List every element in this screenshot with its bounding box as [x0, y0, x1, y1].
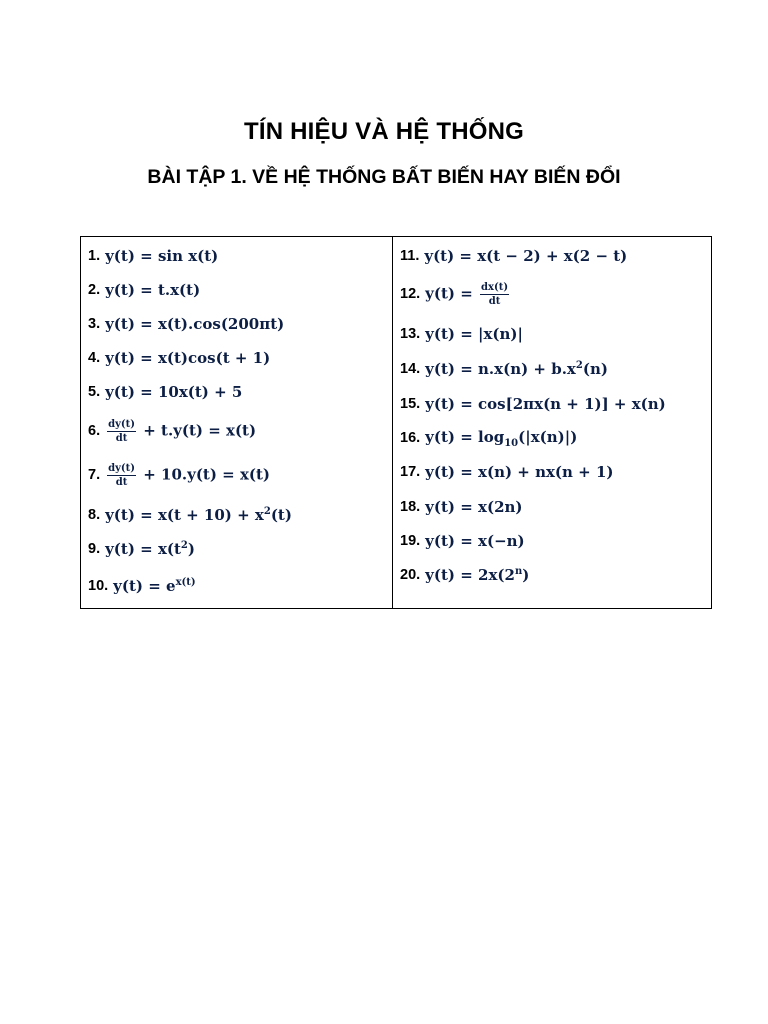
formula-tail: (n) — [582, 360, 608, 378]
derivative-fraction — [107, 463, 136, 488]
exercise-formula: y(t) = x(−n) — [425, 532, 525, 550]
exercise-number: 12. — [400, 286, 421, 302]
exercise-number: 9. — [88, 541, 101, 557]
exercise-number: 17. — [400, 464, 421, 480]
formula-rest: + 10.y(t) = x(t) — [143, 465, 271, 483]
exercise-7 — [88, 461, 270, 489]
exercise-number: 16. — [400, 430, 421, 446]
exercise-14 — [400, 355, 608, 383]
derivative-fraction — [480, 282, 509, 307]
formula-main: y(t) = — [425, 284, 473, 302]
exercise-5 — [88, 378, 242, 406]
formula-tail: (t) — [270, 506, 292, 524]
exercise-number: 13. — [400, 326, 421, 342]
exercise-formula: y(t) = x(t)cos(t + 1) — [105, 349, 271, 367]
formula-tail: (|x(n)|) — [518, 427, 578, 446]
exercise-number: 7. — [88, 467, 101, 483]
exercise-number: 20. — [400, 567, 421, 583]
formula-superscript: 2 — [575, 360, 583, 371]
exercise-number: 15. — [400, 396, 421, 412]
formula-main: y(t) = log — [425, 427, 505, 446]
exercise-formula: y(t) = sin x(t) — [105, 247, 219, 265]
exercise-number: 3. — [88, 316, 101, 332]
fraction-denominator: dt — [115, 432, 128, 444]
exercise-subtitle: BÀI TẬP 1. VỀ HỆ THỐNG BẤT BIẾN HAY BIẾN ĐỔI — [147, 166, 621, 188]
exercise-number: 11. — [400, 248, 420, 264]
exercise-formula: y(t) = t.x(t) — [105, 281, 201, 299]
fraction-denominator: dt — [115, 476, 128, 488]
exercise-9 — [88, 535, 195, 563]
formula-main: y(t) = x(t — [105, 540, 181, 558]
exercise-table — [80, 236, 712, 609]
exercise-4 — [88, 344, 270, 372]
exercise-formula — [105, 463, 270, 488]
exercise-number: 10. — [88, 578, 109, 594]
exercise-18 — [400, 493, 523, 521]
formula-superscript: n — [514, 566, 523, 577]
exercise-formula: y(t) = x(t − 2) + x(2 − t) — [424, 247, 628, 265]
exercise-1 — [88, 242, 218, 270]
fraction-denominator: dt — [488, 295, 501, 307]
derivative-fraction — [107, 419, 136, 444]
exercise-13 — [400, 320, 523, 348]
exercise-formula: y(t) = x(t).cos(200πt) — [105, 315, 285, 333]
formula-tail: ) — [522, 566, 530, 584]
formula-superscript: 2 — [180, 540, 188, 551]
exercise-number: 8. — [88, 507, 101, 523]
exercise-formula: y(t) = cos[2πx(n + 1)] + x(n) — [425, 395, 666, 413]
formula-main: y(t) = 2x(2 — [425, 566, 515, 584]
exercise-formula: y(t) = 10x(t) + 5 — [105, 383, 243, 401]
exercise-3 — [88, 310, 284, 338]
formula-superscript: x(t) — [175, 577, 196, 588]
exercise-formula — [105, 540, 195, 558]
exercise-17 — [400, 458, 613, 486]
exercise-6 — [88, 417, 256, 445]
fraction-numerator: dy(t) — [108, 418, 135, 430]
exercise-formula — [425, 282, 511, 307]
exercise-formula — [113, 577, 195, 595]
exercise-number: 2. — [88, 282, 101, 298]
formula-subscript: 10 — [504, 437, 519, 449]
exercise-number: 6. — [88, 423, 101, 439]
exercise-number: 18. — [400, 499, 421, 515]
exercise-2 — [88, 276, 200, 304]
exercise-formula: y(t) = x(n) + nx(n + 1) — [425, 463, 614, 481]
exercise-number: 19. — [400, 533, 421, 549]
formula-tail: ) — [187, 540, 195, 558]
exercise-15 — [400, 390, 666, 418]
exercise-20 — [400, 561, 529, 589]
formula-main: y(t) = e — [113, 577, 176, 595]
document-title: TÍN HIỆU VÀ HỆ THỐNG — [243, 118, 524, 145]
exercise-12 — [400, 280, 511, 308]
exercise-16 — [400, 424, 577, 452]
exercise-number: 4. — [88, 350, 101, 366]
exercise-number: 1. — [88, 248, 101, 264]
fraction-numerator: dy(t) — [108, 462, 135, 474]
exercise-10 — [88, 572, 196, 600]
exercise-formula — [105, 506, 292, 524]
exercise-19 — [400, 527, 525, 555]
exercise-formula — [425, 360, 608, 378]
formula-main: y(t) = n.x(n) + b.x — [425, 360, 576, 378]
formula-superscript: 2 — [263, 506, 271, 517]
exercise-formula: y(t) = x(2n) — [425, 498, 523, 516]
exercise-formula — [105, 419, 256, 444]
exercise-formula — [425, 428, 577, 449]
formula-main: y(t) = x(t + 10) + x — [105, 506, 264, 524]
exercise-8 — [88, 501, 292, 529]
formula-rest: + t.y(t) = x(t) — [143, 421, 257, 439]
exercise-number: 14. — [400, 361, 421, 377]
column-divider — [392, 237, 393, 608]
exercise-11 — [400, 242, 627, 270]
exercise-formula — [425, 566, 529, 584]
exercise-number: 5. — [88, 384, 101, 400]
exercise-formula: y(t) = |x(n)| — [425, 325, 523, 343]
fraction-numerator: dx(t) — [481, 281, 509, 293]
